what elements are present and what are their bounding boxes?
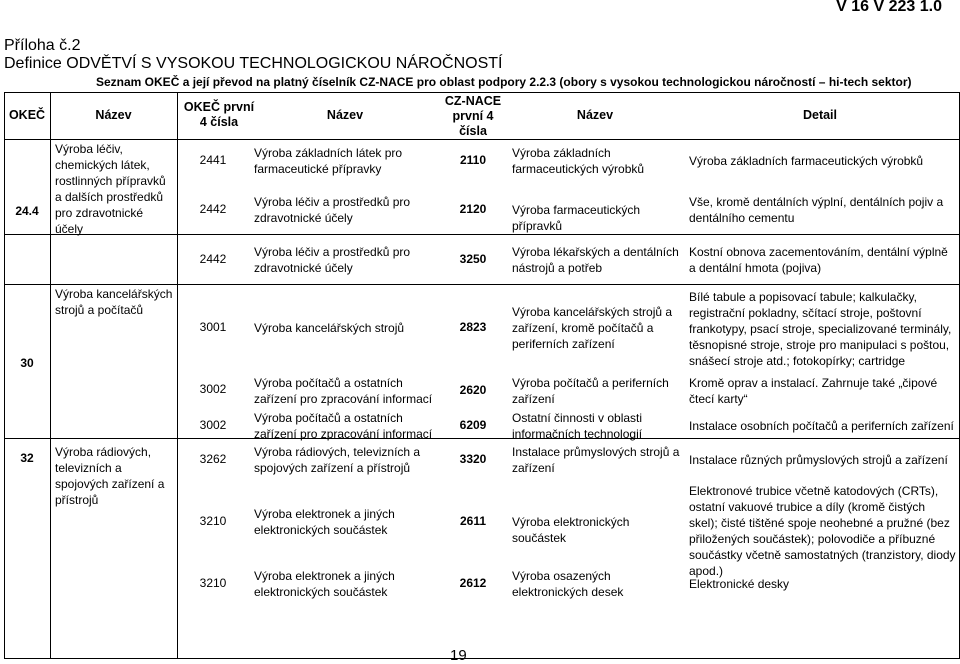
okec4-code: 3002 <box>199 418 227 432</box>
header-okec-name: Název <box>326 108 364 122</box>
nace-detail: Kromě oprav a instalací. Zahrnuje také „čipové čtecí karty“ <box>689 376 938 406</box>
definition-title: Definice ODVĚTVÍ S VYSOKOU TECHNOLOGICKOU NÁROČNOSTÍ <box>4 55 503 72</box>
nace-detail: Instalace různých průmyslových strojů a zařízení <box>689 453 948 467</box>
nace-detail: Elektronické desky <box>689 577 790 591</box>
okec4-name: Výroba počítačů a ostatních zařízení pro zpracování informací <box>254 376 433 406</box>
nace-code: 2110 <box>459 153 487 167</box>
okec4-name: Výroba rádiových, televizních a spojových zařízení a přístrojů <box>254 445 421 475</box>
nace-name: Výroba kancelářských strojů a zařízení, kromě počítačů a periferních zařízení <box>512 305 673 351</box>
okec4-code: 2442 <box>199 202 227 216</box>
okec4-code: 3001 <box>199 320 227 334</box>
okec4-code: 3002 <box>199 382 227 396</box>
header-nace-line3: čísla <box>459 124 487 138</box>
nace-name: Výroba elektronických součástek <box>512 515 630 545</box>
nace-detail: Instalace osobních počítačů a periferních zařízení <box>689 419 954 433</box>
group-name: Výroba rádiových, televizních a spojových zařízení a přístrojů <box>55 445 165 507</box>
header-name: Název <box>95 108 132 122</box>
nace-name: Ostatní činnosti v oblasti informačních technologií <box>512 411 643 441</box>
okec4-code: 3210 <box>199 514 227 528</box>
table-left-border <box>4 92 5 658</box>
header-nace-line2: první 4 <box>452 109 494 123</box>
header-detail: Detail <box>802 108 838 122</box>
nace-detail: Elektronové trubice včetně katodových (CRTs), ostatní vakuové trubice a díly (kromě čistých skel); čisté tištěné spoje neohebné a pružné (bez přiložených součástek); polovodiče a příbuzné součástky včetně samostatných (tranzistory, diody apod.) <box>689 484 956 578</box>
annex-title: Příloha č.2 <box>4 37 81 54</box>
nace-code: 2611 <box>459 514 487 528</box>
okec4-name: Výroba kancelářských strojů <box>254 321 405 335</box>
nace-name: Výroba osazených elektronických desek <box>512 569 624 599</box>
okec4-code: 3210 <box>199 576 227 590</box>
nace-detail: Výroba základních farmaceutických výrobků <box>689 154 924 168</box>
column-divider <box>177 92 178 658</box>
header-nace-line1: CZ-NACE <box>444 94 502 108</box>
okec4-name: Výroba léčiv a prostředků pro zdravotnické účely <box>254 245 411 275</box>
group-code: 24.4 <box>15 204 39 218</box>
nace-name: Instalace průmyslových strojů a zařízení <box>512 445 680 475</box>
nace-code: 3320 <box>459 452 487 466</box>
row-divider <box>4 284 960 285</box>
okec4-name: Výroba základních látek pro farmaceutické přípravky <box>254 146 403 176</box>
okec4-code: 3262 <box>199 452 227 466</box>
nace-detail: Kostní obnova zacementováním, dentální výplně a dentální hmota (pojiva) <box>689 245 948 275</box>
group-name: Výroba kancelářských strojů a počítačů <box>55 287 173 317</box>
nace-code: 2620 <box>459 383 487 397</box>
group-code: 32 <box>20 451 34 465</box>
nace-name: Výroba základních farmaceutických výrobků <box>512 146 645 176</box>
group-divider <box>4 438 960 439</box>
nace-name: Výroba lékařských a dentálních nástrojů a potřeb <box>512 245 679 275</box>
header-bottom-border <box>4 139 960 140</box>
table-subtitle: Seznam OKEČ a její převod na platný číselník CZ-NACE pro oblast podpory 2.2.3 (obory s vysokou technologickou náročností – hi-tech sektor) <box>96 75 912 89</box>
nace-detail: Bílé tabule a popisovací tabule; kalkulačky, registrační pokladny, sčítací stroje, poštovní frankotypy, psací stroje, specializované terminály, těsnopisné stroje, stroje pro manipulaci s poštou, snášecí stroje atd.; fotokopírky; cartridge <box>689 290 952 368</box>
nace-detail: Vše, kromě dentálních výplní, dentálních pojiv a dentálního cementu <box>689 195 944 225</box>
header-okec4-line1: OKEČ první <box>183 100 255 114</box>
nace-code: 6209 <box>459 418 487 432</box>
nace-code: 2823 <box>459 320 487 334</box>
group-name: Výroba léčiv, chemických látek, rostlinných přípravků a dalších prostředků pro zdravotnické účely <box>55 142 166 236</box>
nace-name: Výroba farmaceutických přípravků <box>512 203 641 233</box>
okec4-name: Výroba elektronek a jiných elektronických součástek <box>254 569 395 599</box>
header-nace-name: Název <box>576 108 614 122</box>
nace-code: 2120 <box>459 202 487 216</box>
okec4-code: 2442 <box>199 252 227 266</box>
group-code: 30 <box>20 356 34 370</box>
header-okec4-line2: 4 čísla <box>199 115 239 129</box>
column-divider <box>50 92 51 658</box>
okec4-name: Výroba léčiv a prostředků pro zdravotnické účely <box>254 195 411 225</box>
okec4-name: Výroba počítačů a ostatních zařízení pro zpracování informací <box>254 411 433 441</box>
okec4-code: 2441 <box>199 153 227 167</box>
nace-name: Výroba počítačů a periferních zařízení <box>512 376 669 406</box>
nace-code: 2612 <box>459 576 487 590</box>
table-bottom-border <box>4 658 960 659</box>
nace-code: 3250 <box>459 252 487 266</box>
page-number: 19 <box>450 647 467 664</box>
header-okec: OKEČ <box>8 108 46 122</box>
document-code: V 16 V 223 1.0 <box>836 0 942 15</box>
okec4-name: Výroba elektronek a jiných elektronických součástek <box>254 507 395 537</box>
table-top-border <box>4 92 960 93</box>
